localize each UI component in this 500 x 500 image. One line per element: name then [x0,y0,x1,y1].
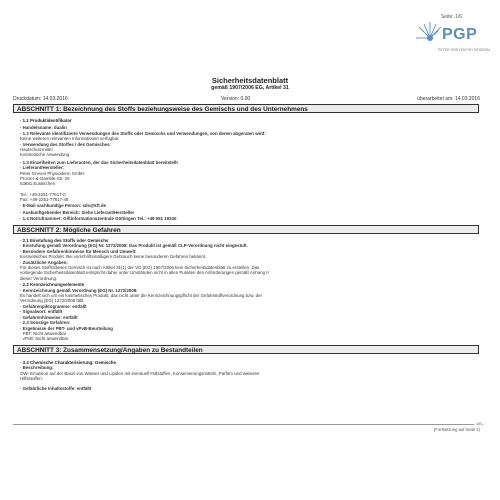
sec1-line: 53881 Euskirchen [20,181,56,187]
print-date: Druckdatum: 14.03.2016 [13,96,68,102]
sec1-line: · Auskunftgebender Bereich: Siehe Lieferant/Hersteller [20,210,135,216]
page-number: Seite: 1/6 [440,14,462,20]
sec1-line: · Handelsname: dualin [20,125,67,131]
sec1-line: · 1.4 Notrufnummer: Giftinformationszentrale Göttingen Tel.: +49 551 19240 [20,215,177,221]
document-title: Sicherheitsdatenblatt [211,76,289,85]
sec1-line: · E-Mail sachkundige Person: sds@kft.de [20,202,107,208]
sec2-line: Verordnung (EG) 1272/2008 fällt. [20,298,85,304]
sec1-line: · 1.1 Produktidentifikator [20,118,72,123]
sec2-line: · Gefahrenhinweise: entfällt [20,314,78,320]
sec2-line: · Zusätzliche Angaben: [20,259,68,265]
sec2-line: · Signalwort: entfällt [20,309,63,315]
sec1-line: Peter Greven Physioderm GmbH [20,170,85,176]
sec2-line: · 2.3 Sonstige Gefahren: [20,320,71,326]
logo-wordmark: PGP [442,26,478,43]
sec2-line: Es handelt sich um ein kosmetisches Produkt, das nicht unter die Kennzeichnungspflicht der Gefahrstoffverordnung bzw. der [20,293,263,299]
sec2-line: · vPvB: Nicht anwendbar [20,336,69,342]
section-3-heading: ABSCHNITT 3: Zusammensetzung/Angaben zu Bestandteilen [13,345,479,354]
sec1-line: Tel.: +49-2251-77617-0 [20,191,66,197]
version: Version: 0.00 [221,96,251,102]
section-2-heading: ABSCHNITT 2: Mögliche Gefahren [13,225,479,234]
sec2-line: · Besondere Gefahrenhinweise für Mensch und Umwelt: [20,248,137,254]
language-tag: DE [476,421,482,426]
sec2-line: · Gefahrenpiktogramme: entfällt [20,303,87,309]
sec2-line: · 2.2 Kennzeichnungselemente [20,282,85,288]
logo-subtitle: PETER GREVEN PHYSIODERM [438,48,490,52]
sec1-line: · Lieferant/Hersteller: [20,165,65,171]
sec3-line: · Beschreibung: [20,365,54,371]
sec2-line: vorliegende Sicherheitsdatenblatt entspricht daher unter Umständen nicht in allen Punkten den Anforderungen gemäß Anhang II [20,270,269,276]
sec1-line: · Verwendung des Stoffes / des Gemisches: [20,141,112,147]
sec1-line: · 1.3 Einzelheiten zum Lieferanten, der das Sicherheitsdatenblatt bereitstellt [20,159,178,165]
sec2-line: Für dieses Stoffs/dieses Gemisch ist nach Artikel 31(1) der VO (EG) 1907/2006 kein Sicherheitsdatenblatt zu erstellen. Das [20,265,260,271]
sec3-line: OW- Emulsion auf der Basis von Wasser und Lipiden mit eventuell Füllstoffen, Konservierungsmitteln, Parfüm und weiteren [20,370,260,376]
footer-divider [13,424,483,425]
section-3-body [20,360,470,391]
sec1-line: Kosmetische Anwendung [20,152,70,158]
sec2-line: · Kennzeichnung gemäß Verordnung (EG) Nr. 1272/2008: [20,287,138,293]
sec2-line: · Ergebnisse der PBT- und vPvB-Beurteilung [20,325,113,331]
section-1-body [20,118,470,221]
sec1-line: Keine weiteren relevanten Informationen verfügbar. [20,136,120,142]
sec1-line: Fax: +49-2251-77617-48 [20,197,69,203]
sec3-line: · 3.2 Chemische Charakterisierung: Gemische [20,360,116,365]
revised-date: überarbeitet am: 14.03.2016 [417,96,480,102]
continued-note: (Fortsetzung auf Seite 2) [433,427,480,432]
sec1-line: Hautschutzmittel [20,147,53,153]
sec2-line: · Einstufung gemäß Verordnung (EG) Nr. 1272/2008: Das Produkt ist gemäß CLP-Verordnung nicht eingestuft. [20,243,248,249]
section-2-body [20,238,470,342]
meta-row [13,96,480,102]
sec2-line: dieser Verordnung. [20,275,58,281]
sec2-line: · PBT: Nicht anwendbar [20,330,67,336]
document-subtitle: gemäß 1907/2006 EG, Artikel 31 [211,85,289,91]
section-1-heading: ABSCHNITT 1: Bezeichnung des Stoffs beziehungsweise des Gemischs und des Unternehmens [13,104,479,113]
sec2-line: Kosmetisches Produkt. Bei vorschriftsmäßigem Gebrauch keine besonderen Gefahren bekannt. [20,254,207,260]
sec2-line: · 2.1 Einstufung des Stoffs oder Gemischs [20,238,109,243]
sec3-line: Hilfsstoffen. [20,376,43,382]
sec1-line: Procter-&-Gamble-Str. 26 [20,176,70,182]
sec1-line: · 1.2 Relevante identifizierte Verwendungen des Stoffs oder Gemischs und Verwendungen, von denen abgeraten wird: [20,130,266,136]
sec3-line: · Gefährliche Inhaltsstoffe: entfällt [20,385,92,391]
